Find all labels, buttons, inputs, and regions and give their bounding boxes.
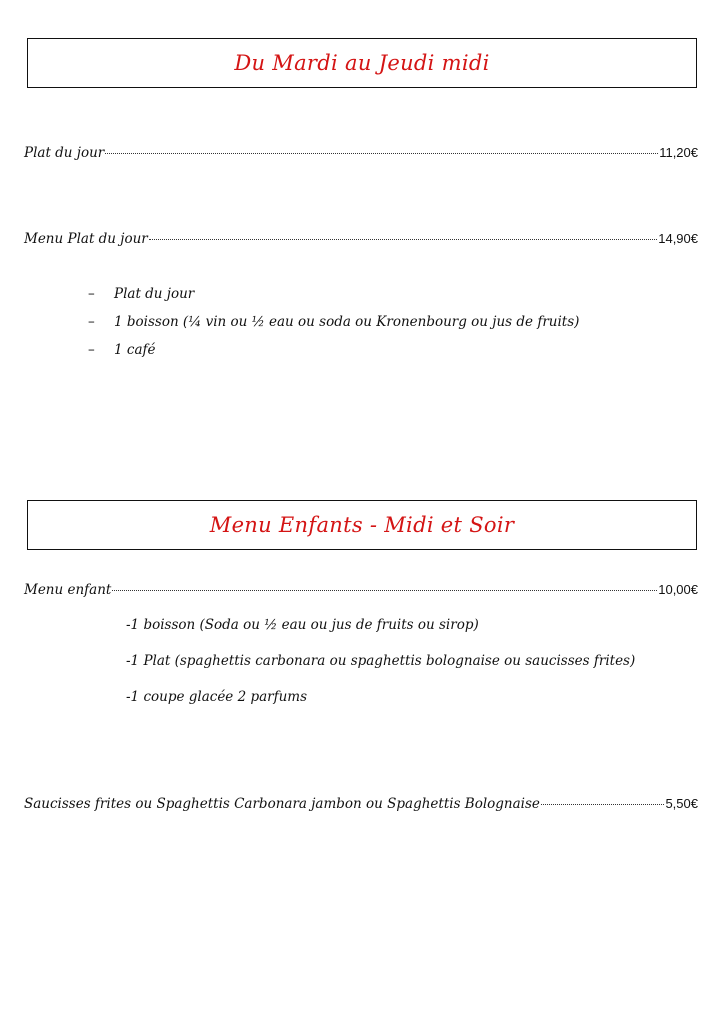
section-title-kids: Menu Enfants - Midi et Soir: [209, 513, 515, 537]
list-item-text: 1 café: [114, 342, 156, 358]
dot-leader: [105, 153, 658, 154]
section-title-lunch: Du Mardi au Jeudi midi: [234, 51, 490, 75]
item-price: 14,90€: [658, 231, 698, 246]
item-label: Saucisses frites ou Spaghettis Carbonara jambon ou Spaghettis Bolognaise: [24, 796, 540, 812]
list-item-text: -1 boisson (Soda ou ½ eau ou jus de fruits ou sirop): [126, 617, 479, 633]
section-header-lunch: [27, 38, 697, 88]
item-price: 11,20€: [659, 145, 698, 160]
item-label: Menu Plat du jour: [24, 231, 148, 247]
list-item: [126, 653, 635, 689]
list-item-text: 1 boisson (¼ vin ou ½ eau ou soda ou Kronenbourg ou jus de fruits): [114, 314, 580, 330]
list-item-text: -1 Plat (spaghettis carbonara ou spaghettis bolognaise ou saucisses frites): [126, 653, 636, 669]
menu-item-extra: [24, 796, 698, 812]
list-item: [88, 286, 579, 314]
menu-item-menu-enfant: [24, 582, 698, 598]
dot-leader: [149, 239, 657, 240]
menu-item-menu-plat-du-jour: [24, 231, 698, 247]
dash-bullet: –: [88, 314, 95, 330]
section-header-kids: [27, 500, 697, 550]
kid-menu-includes-list: [126, 617, 635, 725]
dot-leader: [112, 590, 657, 591]
list-item: [88, 314, 579, 342]
list-item: [126, 617, 635, 653]
item-label: Menu enfant: [24, 582, 112, 598]
item-price: 5,50€: [665, 796, 698, 811]
list-item: [126, 689, 635, 725]
item-label: Plat du jour: [24, 145, 105, 161]
item-price: 10,00€: [658, 582, 698, 597]
dash-bullet: –: [88, 342, 95, 358]
menu-includes-list: [88, 286, 579, 370]
list-item: [88, 342, 579, 370]
menu-item-plat-du-jour: [24, 145, 698, 161]
dot-leader: [541, 804, 665, 805]
list-item-text: -1 coupe glacée 2 parfums: [126, 689, 308, 705]
dash-bullet: –: [88, 286, 95, 302]
list-item-text: Plat du jour: [114, 286, 195, 302]
